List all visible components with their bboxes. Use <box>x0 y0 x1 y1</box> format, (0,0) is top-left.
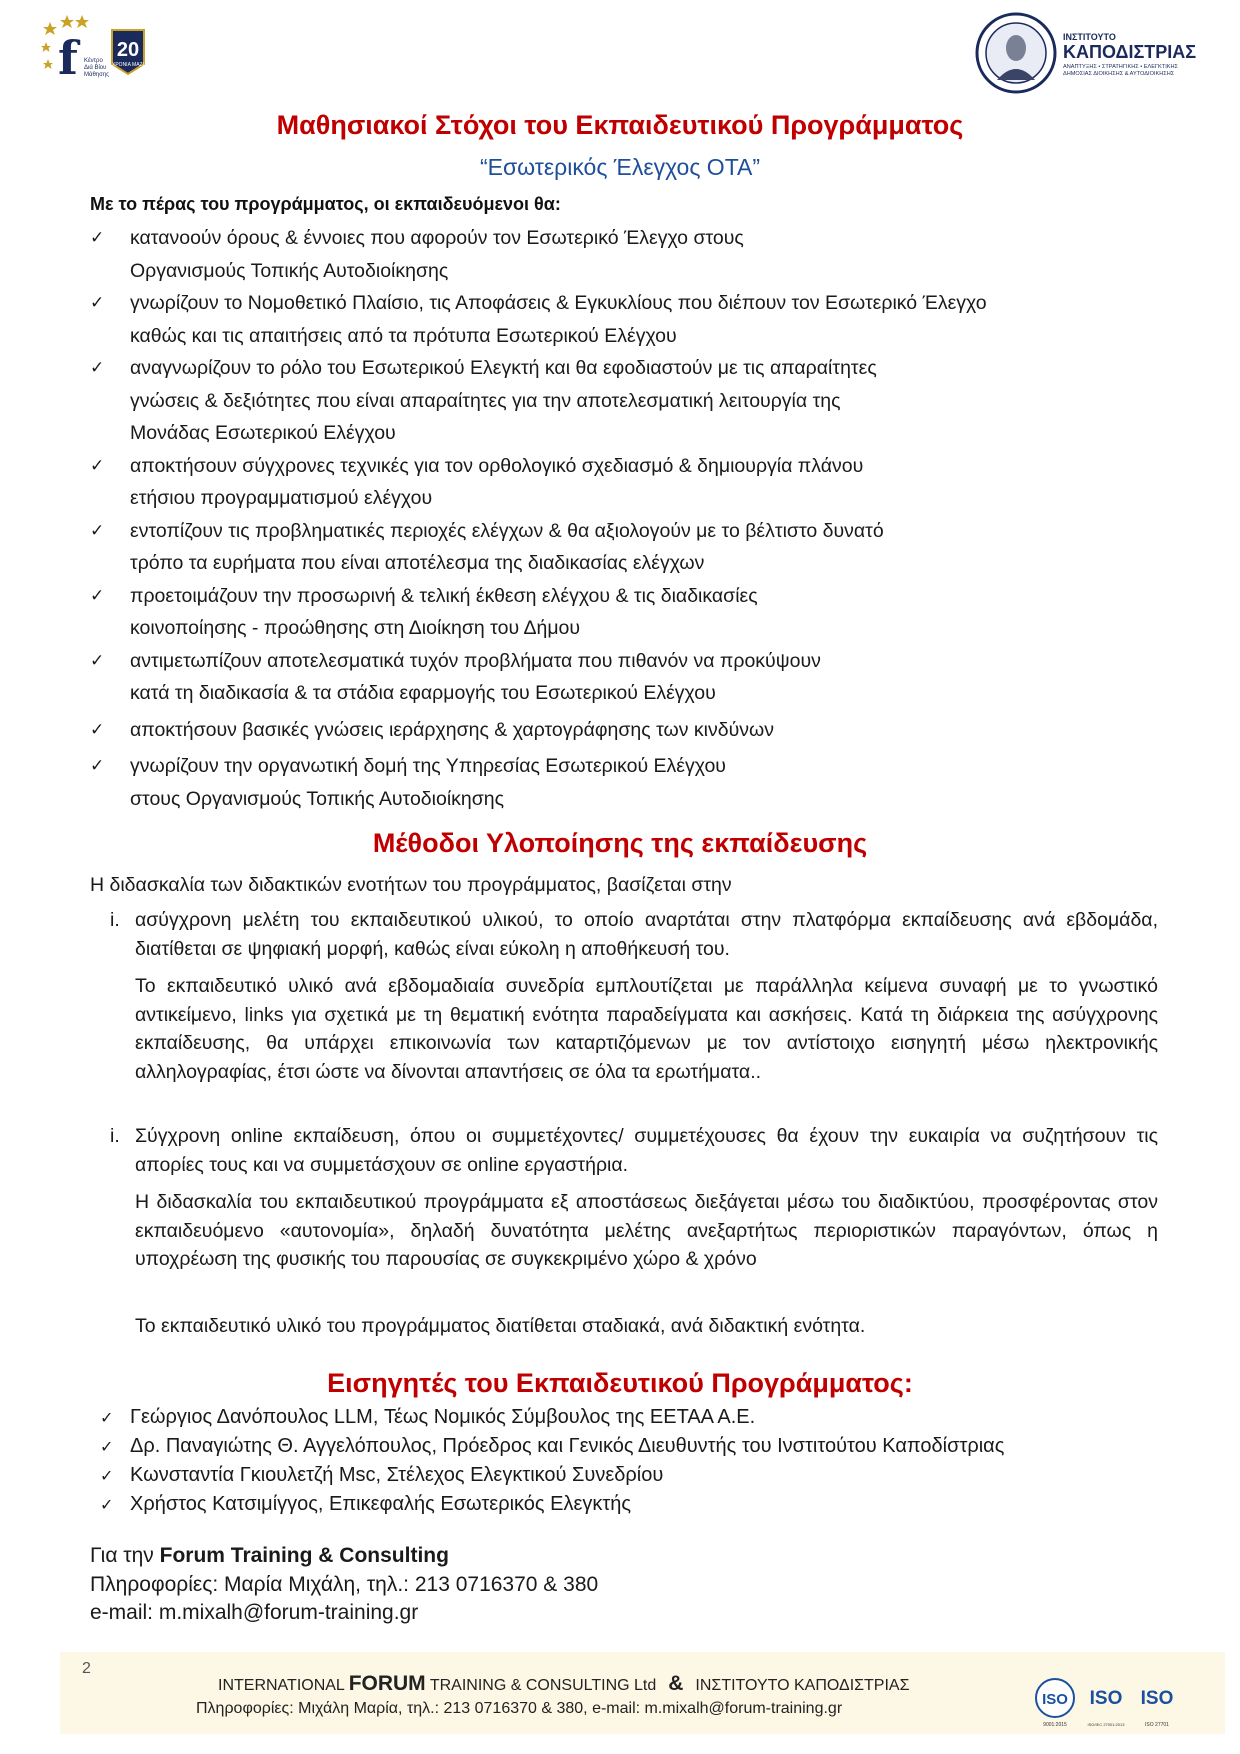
method-item <box>110 1122 1158 1179</box>
svg-text:ΑΝΑΠΤΥΞΗΣ • ΣΤΡΑΤΗΓΙΚΗΣ • ΕΛΕΓ: ΑΝΑΠΤΥΞΗΣ • ΣΤΡΑΤΗΓΙΚΗΣ • ΕΛΕΓΚΤΙΚΗΣ <box>1063 64 1178 70</box>
objective-item <box>90 515 1170 580</box>
method-text: ασύγχρονη μελέτη του εκπαιδευτικού υλικού, το οποίο αναρτάται στην πλατφόρμα εκπαίδευσης ανά εβδομάδα, διατίθεται σε ψηφιακή μορφή, καθώς είναι εύκολη η αποθήκευσή του. <box>135 909 1158 960</box>
check-icon: ✓ <box>90 650 105 670</box>
contact-company-line: Για την Forum Training & Consulting <box>90 1544 449 1567</box>
method-paragraph: Η διδασκαλία του εκπαιδευτικού προγράμματα εξ αποστάσεως διεξάγεται μέσω του διαδικτύου, προσφέροντας στον εκπαιδευόμενο «αυτονομία», δηλαδή δυνατότητα μελέτης ανεξαρτήτως περιοριστικών παραγόντων, όπως η υποχρέωση της φυσικής του παρουσίας σε συγκεκριμένο χώρο & χρόνο <box>135 1191 1158 1270</box>
objective-item <box>90 450 1170 515</box>
check-icon: ✓ <box>100 1410 114 1427</box>
objective-line: Μονάδας Εσωτερικού Ελέγχου <box>130 422 396 444</box>
check-icon: ✓ <box>100 1468 114 1485</box>
iso-certification-logos <box>1033 1678 1183 1728</box>
iso-27701-icon <box>1141 1688 1174 1728</box>
svg-text:ΔΗΜΟΣΙΑΣ ΔΙΟΙΚΗΣΗΣ & ΑΥΤΟΔΙΟΙΚ: ΔΗΜΟΣΙΑΣ ΔΙΟΙΚΗΣΗΣ & ΑΥΤΟΔΙΟΙΚΗΣΗΣ <box>1063 71 1175 77</box>
objective-line: γνωρίζουν την οργανωτική δομή της Υπηρεσίας Εσωτερικού Ελέγχου <box>130 755 726 777</box>
method-marker: i. <box>110 1125 120 1147</box>
instructor-name: Χρήστος Κατσιμίγγος, Επικεφαλής Εσωτερικός Ελεγκτής <box>130 1493 632 1515</box>
svg-text:Κέντρο: Κέντρο <box>84 58 103 64</box>
iso-9001-icon <box>1036 1679 1074 1728</box>
objective-item <box>90 222 1170 287</box>
objective-line: αντιμετωπίζουν αποτελεσματικά τυχόν προβλήματα που πιθανόν να προκύψουν <box>130 649 821 672</box>
contact-email[interactable]: e-mail: m.mixalh@forum-training.gr <box>90 1601 419 1624</box>
footer-organizations: INTERNATIONAL FORUM TRAINING & CONSULTING Ltd & ΙΝΣΤΙΤΟΥΤΟ ΚΑΠΟΔΙΣΤΡΙΑΣ <box>218 1672 910 1695</box>
objective-line: τρόπο τα ευρήματα που είναι αποτέλεσμα της διαδικασίας ελέγχων <box>130 552 705 574</box>
check-icon: ✓ <box>90 228 105 247</box>
objective-line: εντοπίζουν τις προβληματικές περιοχές ελέγχων & θα αξιολογούν με το βέλτιστο δυνατό <box>130 519 884 542</box>
kapodistrias-logo <box>975 12 1215 94</box>
instructor-name: Γεώργιος Δανόπουλος LLM, Τέως Νομικός Σύμβουλος της ΕΕΤΑΑ Α.Ε. <box>130 1406 756 1428</box>
page-number: 2 <box>82 1660 91 1677</box>
objective-line: γνωρίζουν το Νομοθετικό Πλαίσιο, τις Αποφάσεις & Εγκυκλίους που διέπουν τον Εσωτερικό Έλεγχο <box>130 292 987 314</box>
check-icon: ✓ <box>90 520 105 540</box>
svg-text:ISO: ISO <box>1089 1688 1123 1709</box>
svg-text:ISO/IEC 27001:2013: ISO/IEC 27001:2013 <box>1087 1722 1125 1727</box>
check-icon: ✓ <box>90 293 105 312</box>
objective-line: αποκτήσουν βασικές γνώσεις ιεράρχησης & χαρτογράφησης των κινδύνων <box>130 718 774 741</box>
objective-line: κατά τη διαδικασία & τα στάδια εφαρμογής του Εσωτερικού Ελέγχου <box>130 682 716 704</box>
svg-text:Μάθησης: Μάθησης <box>84 72 110 78</box>
svg-text:ΚΑΠΟΔΙΣΤΡΙΑΣ: ΚΑΠΟΔΙΣΤΡΙΑΣ <box>1063 42 1197 62</box>
instructors-heading: Εισηγητές του Εκπαιδευτικού Προγράμματος: <box>327 1368 913 1398</box>
objective-line: Οργανισμούς Τοπικής Αυτοδιοίκησης <box>130 259 449 282</box>
instructor-item <box>100 1490 1004 1519</box>
instructors-list <box>100 1403 1004 1519</box>
objective-item <box>90 714 1170 747</box>
svg-text:20: 20 <box>116 39 140 61</box>
objective-item <box>90 287 1170 352</box>
check-icon: ✓ <box>100 1439 114 1456</box>
method-paragraph: Το εκπαιδευτικό υλικό ανά εβδομαδιαία συνεδρία εμπλουτίζεται με παράλληλα κείμενα συναφή με το γνωστικό αντικείμενο, links για σχετικά με τη θεματική ενότητα παραδείγματα και ασκήσεις. Κατά τη διάρκεια της ασύγχρονης εκπαίδευσης, θα υπάρχει επικοινωνία των καταρτιζόμενων με τον αντίστοιχο εισηγητή μέσω ηλεκτρονικής αλληλογραφίας, έτσι ώστε να δίνονται απαντήσεις σε όλα τα ερωτήματα.. <box>135 975 1158 1083</box>
objectives-intro: Με το πέρας του προγράμματος, οι εκπαιδευόμενοι θα: <box>90 194 561 214</box>
svg-text:ΧΡΟΝΙΑ ΜΑΖΙ: ΧΡΟΝΙΑ ΜΑΖΙ <box>112 62 144 68</box>
instructor-name: Κωνσταντία Γκιουλετζή Msc, Στέλεχος Ελεγκτικού Συνεδρίου <box>130 1464 664 1486</box>
instructor-item <box>100 1432 1004 1461</box>
footer-contact: Πληροφορίες: Μιχάλη Μαρία, τηλ.: 213 0716370 & 380, e-mail: m.mixalh@forum-training.gr <box>196 1700 843 1717</box>
objective-line: αποκτήσουν σύγχρονες τεχνικές για τον ορθολογικό σχεδιασμό & δημιουργία πλάνου <box>130 454 864 477</box>
objective-line: στους Οργανισμούς Τοπικής Αυτοδιοίκησης <box>130 787 505 810</box>
contact-info: Πληροφορίες: Μαρία Μιχάλη, τηλ.: 213 0716370 & 380 <box>90 1572 599 1596</box>
portrait-icon <box>1006 35 1026 61</box>
svg-text:Διά Βίου: Διά Βίου <box>84 65 107 71</box>
objective-item <box>90 645 1170 710</box>
svg-text:ISO: ISO <box>1042 1691 1068 1708</box>
check-icon: ✓ <box>90 455 105 475</box>
method-text: Σύγχρονη online εκπαίδευση, όπου οι συμμετέχοντες/ συμμετέχουσες θα έχουν την ευκαιρία να συζητήσουν τις απορίες τους και να συμμετάσχουν σε online εργαστήρια. <box>135 1125 1158 1176</box>
methods-intro: Η διδασκαλία των διδακτικών ενοτήτων του προγράμματος, βασίζεται στην <box>90 874 732 896</box>
method-item <box>110 906 1158 963</box>
check-icon: ✓ <box>90 358 105 377</box>
svg-text:ISO 27701: ISO 27701 <box>1145 1722 1169 1728</box>
contact-block <box>90 1542 598 1628</box>
instructor-name: Δρ. Παναγιώτης Θ. Αγγελόπουλος, Πρόεδρος και Γενικός Διευθυντής του Ινστιτούτου Καποδίστριας <box>130 1435 1005 1457</box>
logo-letter: f <box>58 31 78 84</box>
check-icon: ✓ <box>90 585 105 605</box>
page-title: Μαθησιακοί Στόχοι του Εκπαιδευτικού Προγράμματος <box>276 110 964 140</box>
check-icon: ✓ <box>100 1497 114 1514</box>
check-icon: ✓ <box>90 719 105 739</box>
objective-item <box>90 352 1170 450</box>
method-paragraph: Το εκπαιδευτικό υλικό του προγράμματος διατίθεται σταδιακά, ανά διδακτική ενότητα. <box>135 1315 866 1337</box>
check-icon: ✓ <box>90 756 105 775</box>
instructor-item <box>100 1403 1004 1432</box>
instructor-item <box>100 1461 1004 1490</box>
objective-line: κοινοποίησης - προώθησης στη Διοίκηση του Δήμου <box>130 617 581 639</box>
svg-text:9001:2015: 9001:2015 <box>1043 1722 1067 1728</box>
objective-item <box>90 580 1170 645</box>
objective-line: προετοιμάζουν την προσωρινή & τελική έκθεση ελέγχου & τις διαδικασίες <box>130 584 758 607</box>
objective-item <box>90 750 1170 815</box>
methods-heading: Μέθοδοι Υλοποίησης της εκπαίδευσης <box>372 828 868 858</box>
company-name: Forum Training & Consulting <box>159 1544 449 1567</box>
objective-line: καθώς και τις απαιτήσεις από τα πρότυπα Εσωτερικού Ελέγχου <box>130 324 677 347</box>
iso-27001-icon <box>1088 1688 1126 1727</box>
method-marker: i. <box>110 909 120 931</box>
objective-line: ετήσιου προγραμματισμού ελέγχου <box>130 487 433 509</box>
objectives-list <box>90 222 1170 815</box>
objective-line: αναγνωρίζουν το ρόλο του Εσωτερικού Ελεγκτή και θα εφοδιαστούν με τις απαραίτητες <box>130 357 877 379</box>
svg-text:ΙΝΣΤΙΤΟΥΤΟ: ΙΝΣΤΙΤΟΥΤΟ <box>1063 32 1116 42</box>
objective-line: γνώσεις & δεξιότητες που είναι απαραίτητες για την αποτελεσματική λειτουργία της <box>130 389 841 412</box>
page-subtitle: “Εσωτερικός Έλεγχος ΟΤΑ” <box>479 154 761 180</box>
svg-text:ISO: ISO <box>1140 1688 1174 1709</box>
objective-line: κατανοούν όρους & έννοιες που αφορούν τον Εσωτερικό Έλεγχο στους <box>130 227 744 249</box>
forum-logo <box>40 12 160 84</box>
